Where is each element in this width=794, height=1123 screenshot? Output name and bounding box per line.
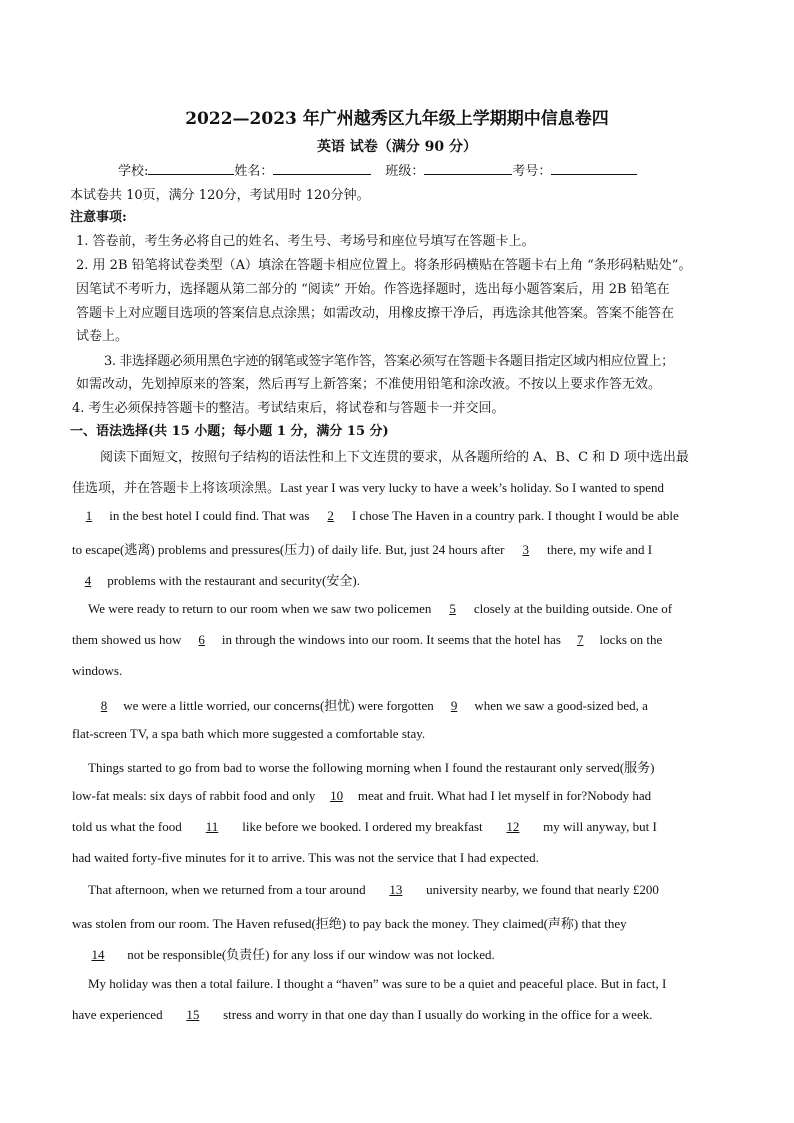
exam-intro: 本试卷共 10页，满分 120分，考试用时 120分钟。	[70, 188, 370, 203]
passage-line: to escape(逃离) problems and pressures(压力) of daily life. But, just 24 hours after 3 there, my wife and I	[72, 542, 653, 557]
blank-7: 7	[576, 632, 584, 647]
blank-3: 3	[522, 542, 530, 557]
blank-12: 12	[506, 819, 520, 834]
name-field[interactable]	[273, 162, 371, 175]
school-field[interactable]	[148, 162, 234, 175]
passage-line: flat-screen TV, a spa bath which more suggested a comfortable stay.	[72, 726, 426, 741]
notes-title: 注意事项:	[70, 210, 127, 225]
passage-line: windows.	[72, 663, 123, 678]
blank-13: 13	[389, 882, 403, 897]
blank-4: 4	[84, 573, 92, 588]
passage-line: 8 we were a little worried, our concerns(担忧) were forgotten 9 when we saw a good-sized bed, a	[88, 695, 648, 714]
section-heading: 一、语法选择(共 15 小题；每小题 1 分，满分 15 分)	[70, 424, 389, 439]
passage-line: 佳选项，并在答题卡上将该项涂黑。Last year I was very lucky to have a week’s holiday. So I wanted to spend	[72, 480, 665, 496]
passage-line: 1 in the best hotel I could find. That was 2 I chose The Haven in a country park. I thought I would be able	[72, 508, 679, 524]
blank-9: 9	[450, 698, 458, 713]
class-field[interactable]	[424, 162, 512, 175]
paper-subtitle: 英语 试卷（满分 90 分）	[316, 139, 478, 155]
blank-2: 2	[327, 508, 334, 523]
section-instruction-2: 佳选项，并在答题卡上将该项涂黑。	[72, 481, 281, 496]
student-info-fields	[118, 160, 637, 179]
passage-line: was stolen from our room. The Haven refused(拒绝) to pay back the money. They claimed(声称) that they	[72, 916, 627, 931]
passage-line: 4 problems with the restaurant and security(安全).	[72, 570, 360, 589]
number-label: 考号：	[512, 164, 552, 179]
note-2-line-2: 因笔试不考听力，选择题从第二部分的 “阅读” 开始。作答选择题时，选出每小题答案后，用 2B 铅笔在	[76, 282, 670, 297]
passage-line: We were ready to return to our room when we saw two policemen 5 closely at the building outside. One of	[88, 601, 673, 616]
blank-10: 10	[330, 788, 344, 803]
paper-title: 2022—2023 年广州越秀区九年级上学期期中信息卷四	[185, 109, 609, 129]
passage-line: had waited forty-five minutes for it to arrive. This was not the service that I had expected.	[72, 850, 539, 865]
note-4: 4. 考生必须保持答题卡的整洁。考试结束后，将试卷和与答题卡一并交回。	[72, 401, 505, 416]
blank-5: 5	[449, 601, 456, 616]
blank-6: 6	[198, 632, 205, 647]
number-field[interactable]	[551, 162, 637, 175]
passage-line: have experienced 15 stress and worry in that one day than I usually do working in the office for a week.	[72, 1007, 653, 1022]
passage-line: That afternoon, when we returned from a tour around 13 university nearby, we found that nearly £200	[88, 882, 659, 897]
blank-8: 8	[100, 698, 108, 713]
passage-line: 14 not be responsible(负责任) for any loss if our window was not locked.	[72, 944, 495, 963]
passage-line: told us what the food 11 like before we booked. I ordered my breakfast 12 my will anyway, but I	[72, 819, 657, 834]
passage-line: Things started to go from bad to worse the following morning when I found the restaurant only served(服务)	[88, 760, 655, 775]
note-3-line-2: 如需改动，先划掉原来的答案，然后再写上新答案；不准使用铅笔和涂改液。不按以上要求作答无效。	[76, 377, 662, 392]
passage-line: My holiday was then a total failure. I thought a “haven” was sure to be a quiet and peaceful place. But in fact, I	[88, 976, 667, 991]
passage-line: them showed us how 6 in through the windows into our room. It seems that the hotel has 7 locks on the	[72, 632, 663, 647]
name-label: 姓名：	[234, 164, 274, 179]
blank-1: 1	[85, 508, 93, 523]
blank-11: 11	[205, 819, 219, 834]
note-2-line-4: 试卷上。	[76, 329, 129, 344]
note-2-line-1: 2. 用 2B 铅笔将试卷类型（A）填涂在答题卡相应位置上。将条形码横贴在答题卡右上角 “条形码粘贴处”。	[76, 258, 692, 273]
school-label: 学校:	[118, 164, 149, 179]
blank-15: 15	[186, 1007, 200, 1022]
note-3-line-1: 3. 非选择题必须用黑色字迹的钢笔或签字笔作答，答案必须写在答题卡各题目指定区域内相应位置上；	[104, 354, 674, 369]
note-1: 1. 答卷前，考生务必将自己的姓名、考生号、考场号和座位号填写在答题卡上。	[76, 234, 535, 249]
section-instruction-1: 阅读下面短文，按照句子结构的语法性和上下文连贯的要求，从各题所给的 A、B、C 和 D 项中选出最	[100, 450, 689, 465]
class-label: 班级：	[385, 164, 425, 179]
blank-14: 14	[91, 947, 105, 962]
note-2-line-3: 答题卡上对应题目选项的答案信息点涂黑；如需改动，用橡皮擦干净后，再选涂其他答案。答案不能答在	[76, 306, 675, 321]
passage-line: low-fat meals: six days of rabbit food and only 10 meat and fruit. What had I let myself in for?Nobody had	[72, 788, 652, 803]
